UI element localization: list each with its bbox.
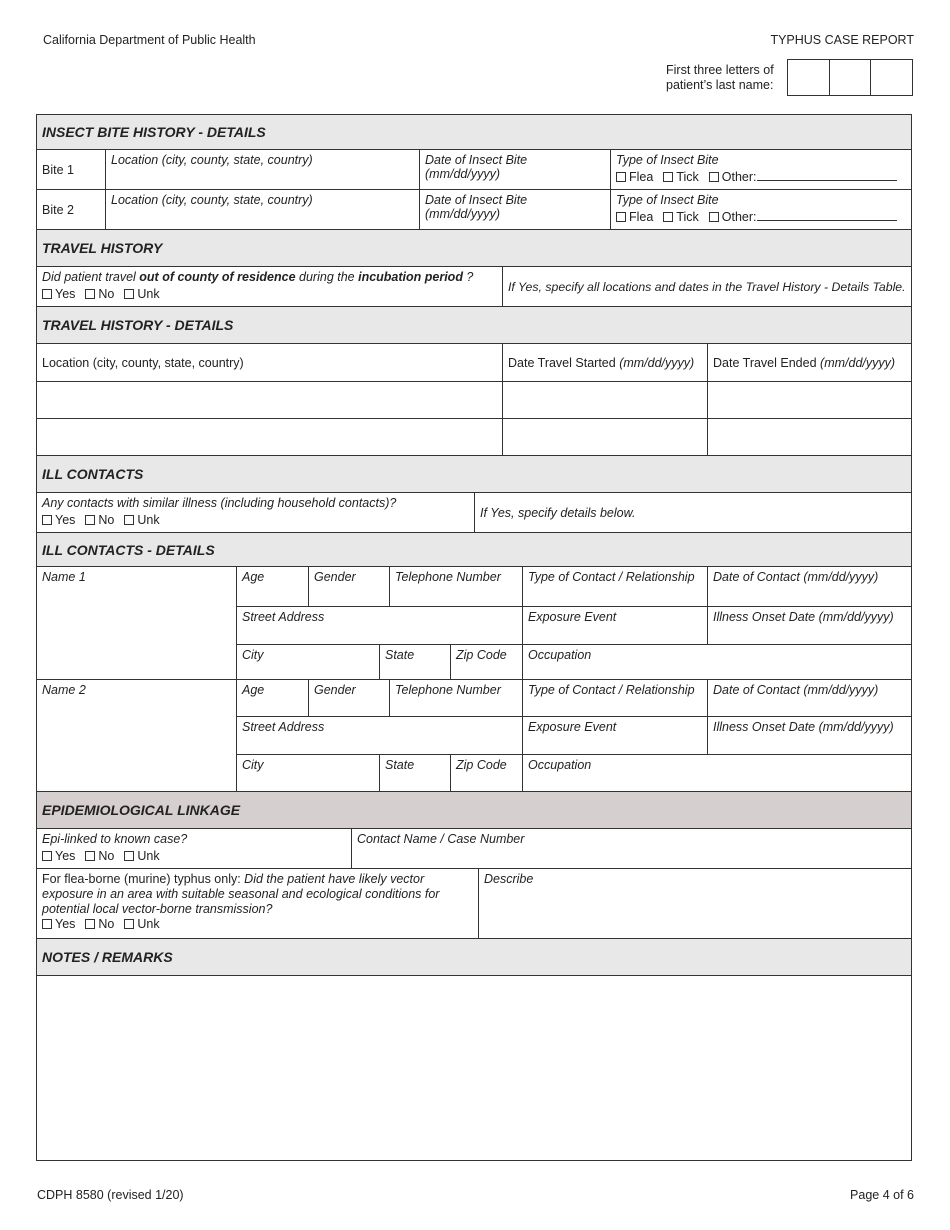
flea-yes-checkbox[interactable]: Yes bbox=[42, 917, 75, 931]
section-notes: NOTES / REMARKS bbox=[37, 939, 912, 976]
travel-row2-location[interactable] bbox=[37, 419, 503, 456]
travel-question: Did patient travel out of county of residence during the incubation period ? Yes No Unk bbox=[37, 267, 503, 307]
bite1-label: Bite 1 bbox=[37, 150, 106, 190]
travel-no-checkbox[interactable]: No bbox=[85, 287, 114, 301]
contact1-street-field[interactable]: Street Address bbox=[237, 607, 523, 645]
travel-yes-checkbox[interactable]: Yes bbox=[42, 287, 75, 301]
contact1-onset-field[interactable]: Illness Onset Date (mm/dd/yyyy) bbox=[708, 607, 912, 645]
contact1-contact-type-field[interactable]: Type of Contact / Relationship bbox=[523, 567, 708, 607]
contact1-exposure-field[interactable]: Exposure Event bbox=[523, 607, 708, 645]
bite2-flea-checkbox[interactable]: Flea bbox=[616, 210, 653, 224]
contact2-zip-field[interactable]: Zip Code bbox=[451, 755, 523, 792]
ill-contacts-question: Any contacts with similar illness (including household contacts)? Yes No Unk bbox=[37, 493, 475, 533]
contact2-contact-type-field[interactable]: Type of Contact / Relationship bbox=[523, 680, 708, 717]
epi-unk-checkbox[interactable]: Unk bbox=[124, 849, 159, 863]
bite2-date-field[interactable]: Date of Insect Bite (mm/dd/yyyy) bbox=[420, 190, 611, 230]
contact1-city-field[interactable]: City bbox=[237, 645, 380, 680]
ill-contacts-no-checkbox[interactable]: No bbox=[85, 513, 114, 527]
travel-col-ended: Date Travel Ended (mm/dd/yyyy) bbox=[708, 344, 912, 382]
bite1-date-field[interactable]: Date of Insect Bite (mm/dd/yyyy) bbox=[420, 150, 611, 190]
travel-col-started: Date Travel Started (mm/dd/yyyy) bbox=[503, 344, 708, 382]
bite2-tick-checkbox[interactable]: Tick bbox=[663, 210, 698, 224]
epi-yes-checkbox[interactable]: Yes bbox=[42, 849, 75, 863]
contact1-date-contact-field[interactable]: Date of Contact (mm/dd/yyyy) bbox=[708, 567, 912, 607]
letter-box-1[interactable] bbox=[788, 60, 830, 95]
contact2-city-field[interactable]: City bbox=[237, 755, 380, 792]
travel-row2-started[interactable] bbox=[503, 419, 708, 456]
flea-describe-field[interactable]: Describe bbox=[479, 869, 912, 939]
bite2-type-field: Type of Insect Bite Flea Tick Other: bbox=[611, 190, 912, 230]
letter-box-3[interactable] bbox=[871, 60, 912, 95]
contact1-state-field[interactable]: State bbox=[380, 645, 451, 680]
report-title: TYPHUS CASE REPORT bbox=[770, 33, 914, 47]
epi-linked-question: Epi-linked to known case? Yes No Unk bbox=[37, 829, 352, 869]
travel-row2-ended[interactable] bbox=[708, 419, 912, 456]
section-travel-history: TRAVEL HISTORY bbox=[37, 230, 912, 267]
section-travel-details: TRAVEL HISTORY - DETAILS bbox=[37, 307, 912, 344]
flea-unk-checkbox[interactable]: Unk bbox=[124, 917, 159, 931]
bite1-other-input[interactable] bbox=[757, 170, 897, 181]
contact1-zip-field[interactable]: Zip Code bbox=[451, 645, 523, 680]
contact2-name-field[interactable]: Name 2 bbox=[37, 680, 237, 792]
notes-textarea[interactable] bbox=[37, 976, 912, 1161]
travel-row1-started[interactable] bbox=[503, 382, 708, 419]
contact2-gender-field[interactable]: Gender bbox=[309, 680, 390, 717]
form-id: CDPH 8580 (revised 1/20) bbox=[37, 1188, 184, 1202]
contact2-street-field[interactable]: Street Address bbox=[237, 717, 523, 755]
travel-row1-location[interactable] bbox=[37, 382, 503, 419]
flea-no-checkbox[interactable]: No bbox=[85, 917, 114, 931]
flea-borne-question: For flea-borne (murine) typhus only: Did the patient have likely vector exposure in an area with suitable seasonal and ecological conditions for potential local vector-borne transmission? Yes No Unk bbox=[37, 869, 479, 939]
bite1-other-checkbox[interactable]: Other: bbox=[709, 170, 757, 184]
contact1-name-field[interactable]: Name 1 bbox=[37, 567, 237, 680]
bite1-flea-checkbox[interactable]: Flea bbox=[616, 170, 653, 184]
travel-col-location: Location (city, county, state, country) bbox=[37, 344, 503, 382]
case-report-form bbox=[36, 114, 912, 1161]
epi-contact-name-field[interactable]: Contact Name / Case Number bbox=[352, 829, 912, 869]
travel-if-yes-note: If Yes, specify all locations and dates in the Travel History - Details Table. bbox=[503, 267, 912, 307]
ill-contacts-yes-checkbox[interactable]: Yes bbox=[42, 513, 75, 527]
ill-contacts-if-yes-note: If Yes, specify details below. bbox=[475, 493, 912, 533]
contact2-telephone-field[interactable]: Telephone Number bbox=[390, 680, 523, 717]
section-ill-contacts-details: ILL CONTACTS - DETAILS bbox=[37, 533, 912, 567]
bite1-type-field: Type of Insect Bite Flea Tick Other: bbox=[611, 150, 912, 190]
section-ill-contacts: ILL CONTACTS bbox=[37, 456, 912, 493]
bite2-label: Bite 2 bbox=[37, 190, 106, 230]
bite1-location-field[interactable]: Location (city, county, state, country) bbox=[106, 150, 420, 190]
ill-contacts-unk-checkbox[interactable]: Unk bbox=[124, 513, 159, 527]
contact2-date-contact-field[interactable]: Date of Contact (mm/dd/yyyy) bbox=[708, 680, 912, 717]
contact2-onset-field[interactable]: Illness Onset Date (mm/dd/yyyy) bbox=[708, 717, 912, 755]
last-name-letters-label: First three letters of patient’s last name: bbox=[666, 63, 774, 92]
letter-box-2[interactable] bbox=[830, 60, 872, 95]
last-name-letters-boxes[interactable] bbox=[787, 59, 913, 96]
page-number: Page 4 of 6 bbox=[850, 1188, 914, 1202]
bite2-other-checkbox[interactable]: Other: bbox=[709, 210, 757, 224]
travel-unk-checkbox[interactable]: Unk bbox=[124, 287, 159, 301]
bite2-other-input[interactable] bbox=[757, 210, 897, 221]
bite1-tick-checkbox[interactable]: Tick bbox=[663, 170, 698, 184]
bite2-location-field[interactable]: Location (city, county, state, country) bbox=[106, 190, 420, 230]
epi-no-checkbox[interactable]: No bbox=[85, 849, 114, 863]
contact2-occupation-field[interactable]: Occupation bbox=[523, 755, 912, 792]
contact2-exposure-field[interactable]: Exposure Event bbox=[523, 717, 708, 755]
contact2-age-field[interactable]: Age bbox=[237, 680, 309, 717]
contact1-occupation-field[interactable]: Occupation bbox=[523, 645, 912, 680]
contact1-telephone-field[interactable]: Telephone Number bbox=[390, 567, 523, 607]
agency-name: California Department of Public Health bbox=[43, 33, 256, 47]
section-insect-bite: INSECT BITE HISTORY - DETAILS bbox=[37, 115, 912, 150]
section-epi-linkage: EPIDEMIOLOGICAL LINKAGE bbox=[37, 792, 912, 829]
contact2-state-field[interactable]: State bbox=[380, 755, 451, 792]
contact1-gender-field[interactable]: Gender bbox=[309, 567, 390, 607]
contact1-age-field[interactable]: Age bbox=[237, 567, 309, 607]
travel-row1-ended[interactable] bbox=[708, 382, 912, 419]
